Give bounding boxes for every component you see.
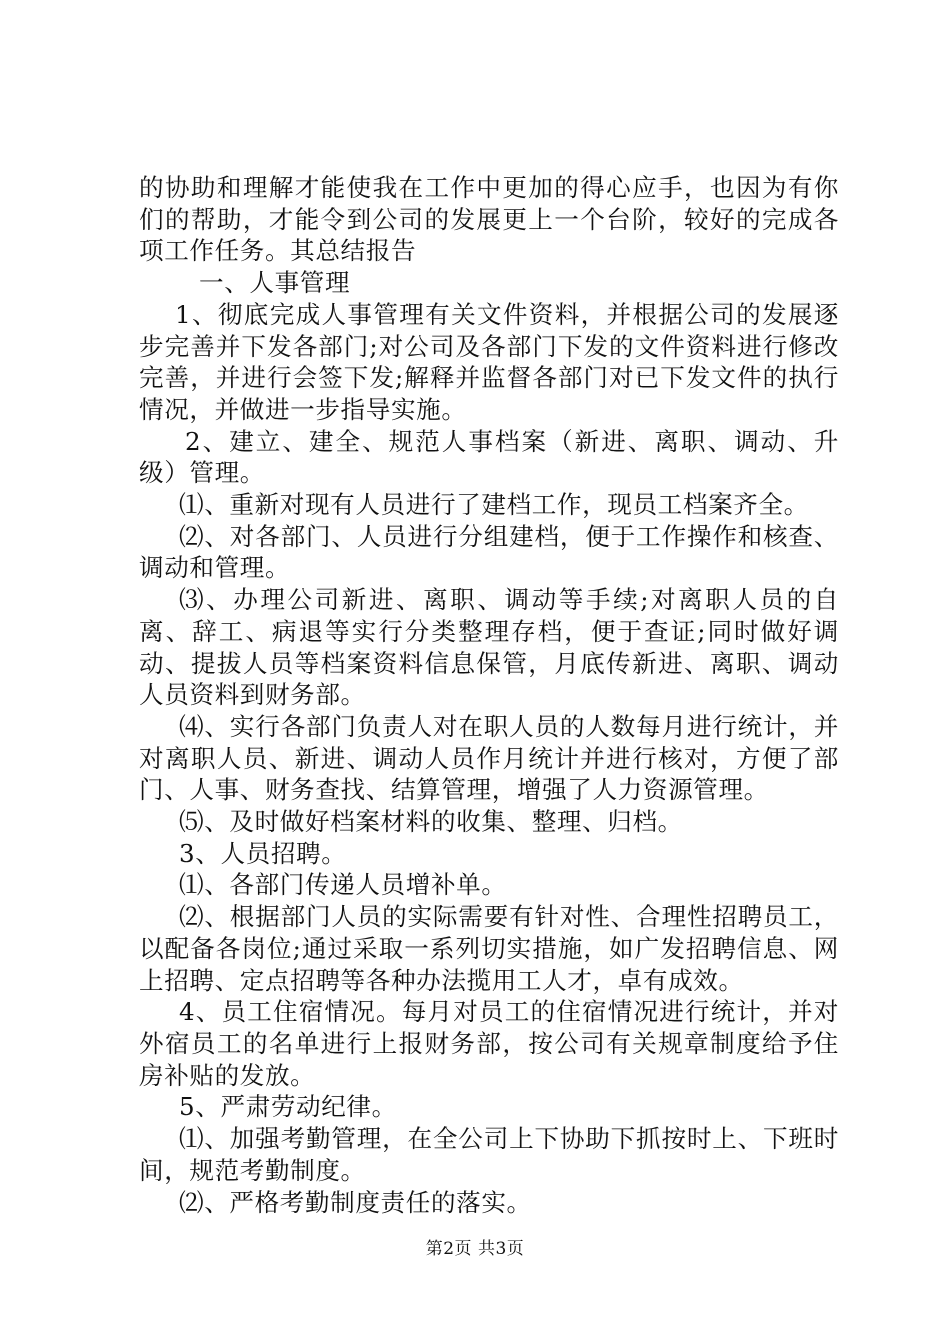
paragraph-recruit-1: ⑴、各部门传递人员增补单。 xyxy=(179,870,507,900)
section-heading-personnel: 一、人事管理 xyxy=(199,268,351,298)
paragraph-discipline-1: ⑴、加强考勤管理，在全公司上下协助下抓按时上、下班时间，规范考勤制度。 xyxy=(139,1124,839,1185)
paragraph-sub-2: ⑵、对各部门、人员进行分组建档，便于工作操作和核查、调动和管理。 xyxy=(139,521,839,583)
page-footer: 第2页 共3页 xyxy=(425,1239,525,1259)
paragraph-intro: 的协助和理解才能使我在工作中更加的得心应手，也因为有你们的帮助，才能令到公司的发展更上一个台阶，较好的完成各项工作任务。其总结报告 xyxy=(139,173,839,266)
paragraph-sub-5: ⑸、及时做好档案材料的收集、整理、归档。 xyxy=(179,807,683,837)
paragraph-sub-3: ⑶、办理公司新进、离职、调动等手续;对离职人员的自离、辞工、病退等实行分类整理存档，便于查证;同时做好调动、提拔人员等档案资料信息保管，月底传新进、离职、调动人员资料到财务部。 xyxy=(139,585,839,710)
document-body xyxy=(139,172,839,1218)
paragraph-item-2: 2、建立、建全、规范人事档案（新进、离职、调动、升级）管理。 xyxy=(139,426,839,488)
paragraph-sub-4: ⑷、实行各部门负责人对在职人员的人数每月进行统计，并对离职人员、新进、调动人员作月统计并进行核对，方便了部门、人事、财务查找、结算管理，增强了人力资源管理。 xyxy=(139,711,839,805)
paragraph-discipline-2: ⑵、严格考勤制度责任的落实。 xyxy=(179,1187,532,1217)
paragraph-recruit-2: ⑵、根据部门人员的实际需要有针对性、合理性招聘员工，以配备各岗位;通过采取一系列切实措施，如广发招聘信息、网上招聘、定点招聘等各种办法揽用工人才，卓有成效。 xyxy=(139,902,839,995)
paragraph-item-1: 1、彻底完成人事管理有关文件资料，并根据公司的发展逐步完善并下发各部门;对公司及各部门下发的文件资料进行修改完善，并进行会签下发;解释并监督各部门对已下发文件的执行情况，并做进一步指导实施。 xyxy=(139,299,839,424)
paragraph-item-5: 5、严肃劳动纪律。 xyxy=(179,1092,397,1122)
paragraph-item-3: 3、人员招聘。 xyxy=(179,838,347,868)
paragraph-sub-1: ⑴、重新对现有人员进行了建档工作，现员工档案齐全。 xyxy=(179,490,809,520)
paragraph-item-4: 4、员工住宿情况。每月对员工的住宿情况进行统计，并对外宿员工的名单进行上报财务部，按公司有关规章制度给予住房补贴的发放。 xyxy=(139,997,839,1090)
